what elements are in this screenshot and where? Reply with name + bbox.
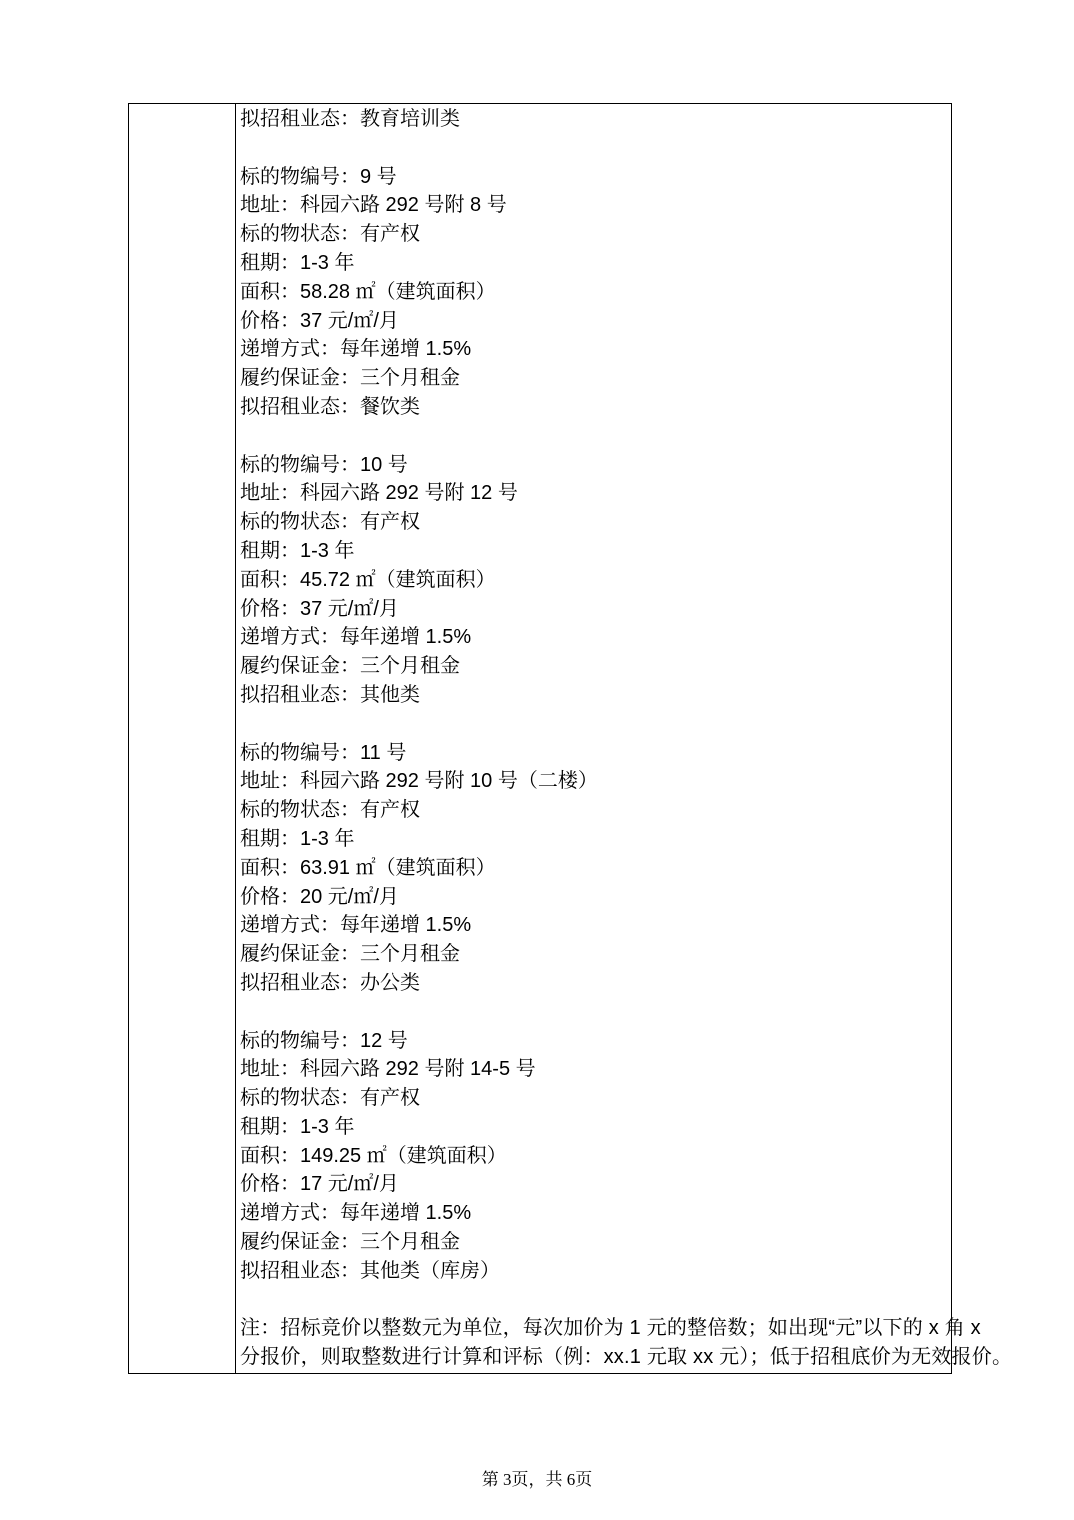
listing-line: 拟招租业态：教育培训类 <box>240 108 460 130</box>
table-right-cell <box>236 104 1014 1373</box>
listing-line: 面积：58.28 ㎡（建筑面积） <box>240 280 496 303</box>
listing-line: 面积：63.91 ㎡（建筑面积） <box>240 856 496 879</box>
listing-line: 面积：45.72 ㎡（建筑面积） <box>240 568 496 591</box>
blank-line <box>240 422 1012 451</box>
note-line: 分报价，则取整数进行计算和评标（例：xx.1 元取 xx 元）；低于招租底价为无效报价。 <box>240 1346 1013 1369</box>
listing-table <box>128 103 1013 1374</box>
listing-line: 递增方式：每年递增 1.5% <box>240 338 472 361</box>
listing-line: 履约保证金：三个月租金 <box>240 367 460 390</box>
listing-line: 标的物编号：10 号 <box>240 453 408 476</box>
table-left-cell <box>129 104 236 1373</box>
note-line: 注：招标竞价以整数元为单位，每次加价为 1 元的整倍数；如出现“元”以下的 x 角 x <box>240 1317 981 1340</box>
bidding-note <box>240 1314 1012 1372</box>
listing-line: 拟招租业态：其他类（库房） <box>240 1259 500 1282</box>
listing-line: 租期：1-3 年 <box>240 251 355 274</box>
listing-line: 租期：1-3 年 <box>240 1115 355 1138</box>
blank-line <box>240 710 1012 739</box>
blank-line <box>240 134 1012 163</box>
listing-line: 地址：科园六路 292 号附 10 号（二楼） <box>240 770 598 793</box>
listing-line: 递增方式：每年递增 1.5% <box>240 914 472 937</box>
listing-line: 价格：17 元/㎡/月 <box>240 1173 399 1196</box>
listing-line: 价格：37 元/㎡/月 <box>240 597 399 620</box>
listing-line: 拟招租业态：其他类 <box>240 683 420 706</box>
listing-line: 拟招租业态：办公类 <box>240 971 420 994</box>
listing-line: 租期：1-3 年 <box>240 827 355 850</box>
listing-line: 标的物状态：有产权 <box>240 223 420 246</box>
listing-line: 履约保证金：三个月租金 <box>240 655 460 678</box>
listing-line: 地址：科园六路 292 号附 12 号 <box>240 482 518 505</box>
page-footer: 第 3页，共 6页 <box>481 1470 593 1489</box>
listing-line: 递增方式：每年递增 1.5% <box>240 626 472 649</box>
listing-line: 履约保证金：三个月租金 <box>240 1231 460 1254</box>
listing-line: 标的物编号：11 号 <box>240 741 407 764</box>
listing-line: 价格：20 元/㎡/月 <box>240 885 399 908</box>
listing-line: 面积：149.25 ㎡（建筑面积） <box>240 1144 507 1167</box>
listing-line: 履约保证金：三个月租金 <box>240 943 460 966</box>
listing-line: 价格：37 元/㎡/月 <box>240 309 399 332</box>
listing-line: 拟招租业态：餐饮类 <box>240 395 420 418</box>
listing-line: 租期：1-3 年 <box>240 539 355 562</box>
listing-line: 标的物编号：12 号 <box>240 1029 408 1052</box>
listing-line: 地址：科园六路 292 号附 8 号 <box>240 194 507 217</box>
listing-line: 标的物状态：有产权 <box>240 1087 420 1110</box>
listing-line: 地址：科园六路 292 号附 14-5 号 <box>240 1058 536 1081</box>
listing-line: 标的物编号：9 号 <box>240 165 397 188</box>
listing-line: 递增方式：每年递增 1.5% <box>240 1202 472 1225</box>
listing-line: 标的物状态：有产权 <box>240 511 420 534</box>
listing-line: 标的物状态：有产权 <box>240 799 420 822</box>
blank-line <box>240 1286 1012 1315</box>
blank-line <box>240 998 1012 1027</box>
